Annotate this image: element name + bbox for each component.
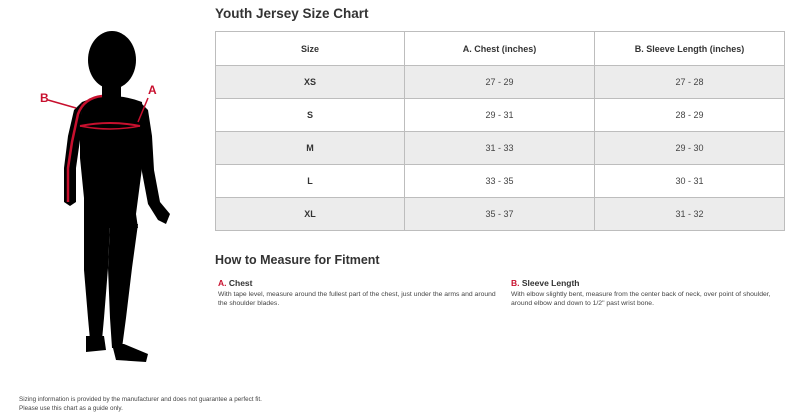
table-row [216,165,785,198]
sleeve-instructions [511,278,791,308]
silhouette-illustration [20,18,195,370]
chest-cell: 35 - 37 [405,198,595,231]
chest-instructions [218,278,498,308]
header-sleeve: B. Sleeve Length (inches) [595,32,785,66]
silhouette-head [88,31,136,89]
size-cell: XL [216,198,405,231]
table-row [216,66,785,99]
table-row [216,132,785,165]
silhouette-right-foot [112,344,148,362]
sleeve-cell: 28 - 29 [595,99,785,132]
table-header-row [216,32,785,66]
sleeve-cell: 31 - 32 [595,198,785,231]
silhouette-torso [80,96,144,228]
chest-heading [218,278,498,288]
table-row [216,99,785,132]
youth-silhouette-figure [20,18,195,370]
table-row [216,198,785,231]
size-cell: XS [216,66,405,99]
size-chart-table [215,31,785,231]
chest-cell: 27 - 29 [405,66,595,99]
silhouette-neck [102,82,121,98]
chest-cell: 29 - 31 [405,99,595,132]
header-size: Size [216,32,405,66]
silhouette-left-leg [84,224,110,340]
chest-cell: 31 - 33 [405,132,595,165]
sleeve-leader-line [48,100,76,108]
chest-letter: A. [218,278,227,288]
chest-description: With tape level, measure around the fullest part of the chest, just under the arms and around the shoulder blades. [218,291,496,307]
silhouette-right-arm [138,102,170,224]
sleeve-cell: 29 - 30 [595,132,785,165]
header-chest: A. Chest (inches) [405,32,595,66]
sleeve-cell: 30 - 31 [595,165,785,198]
size-cell: L [216,165,405,198]
size-cell: S [216,99,405,132]
sleeve-heading [511,278,791,288]
label-a: A [148,83,157,97]
silhouette-left-foot [86,336,106,352]
chest-label: Chest [228,278,253,288]
size-chart-title: Youth Jersey Size Chart [215,6,369,21]
size-cell: M [216,132,405,165]
sleeve-letter: B. [511,278,520,288]
sleeve-description: With elbow slightly bent, measure from the center back of neck, over point of shoulder, around elbow and down to 1/2" past wrist bone. [511,291,771,307]
silhouette-right-leg [108,224,138,348]
chest-cell: 33 - 35 [405,165,595,198]
silhouette-left-arm [64,102,82,206]
sleeve-label: Sleeve Length [521,278,580,288]
footnote-line-2: Please use this chart as a guide only. [19,404,123,412]
sleeve-cell: 27 - 28 [595,66,785,99]
label-b: B [40,91,49,105]
disclaimer-footnote [19,396,262,413]
footnote-line-1: Sizing information is provided by the manufacturer and does not guarantee a perfect fit. [19,396,262,403]
measure-section-title: How to Measure for Fitment [215,253,380,267]
